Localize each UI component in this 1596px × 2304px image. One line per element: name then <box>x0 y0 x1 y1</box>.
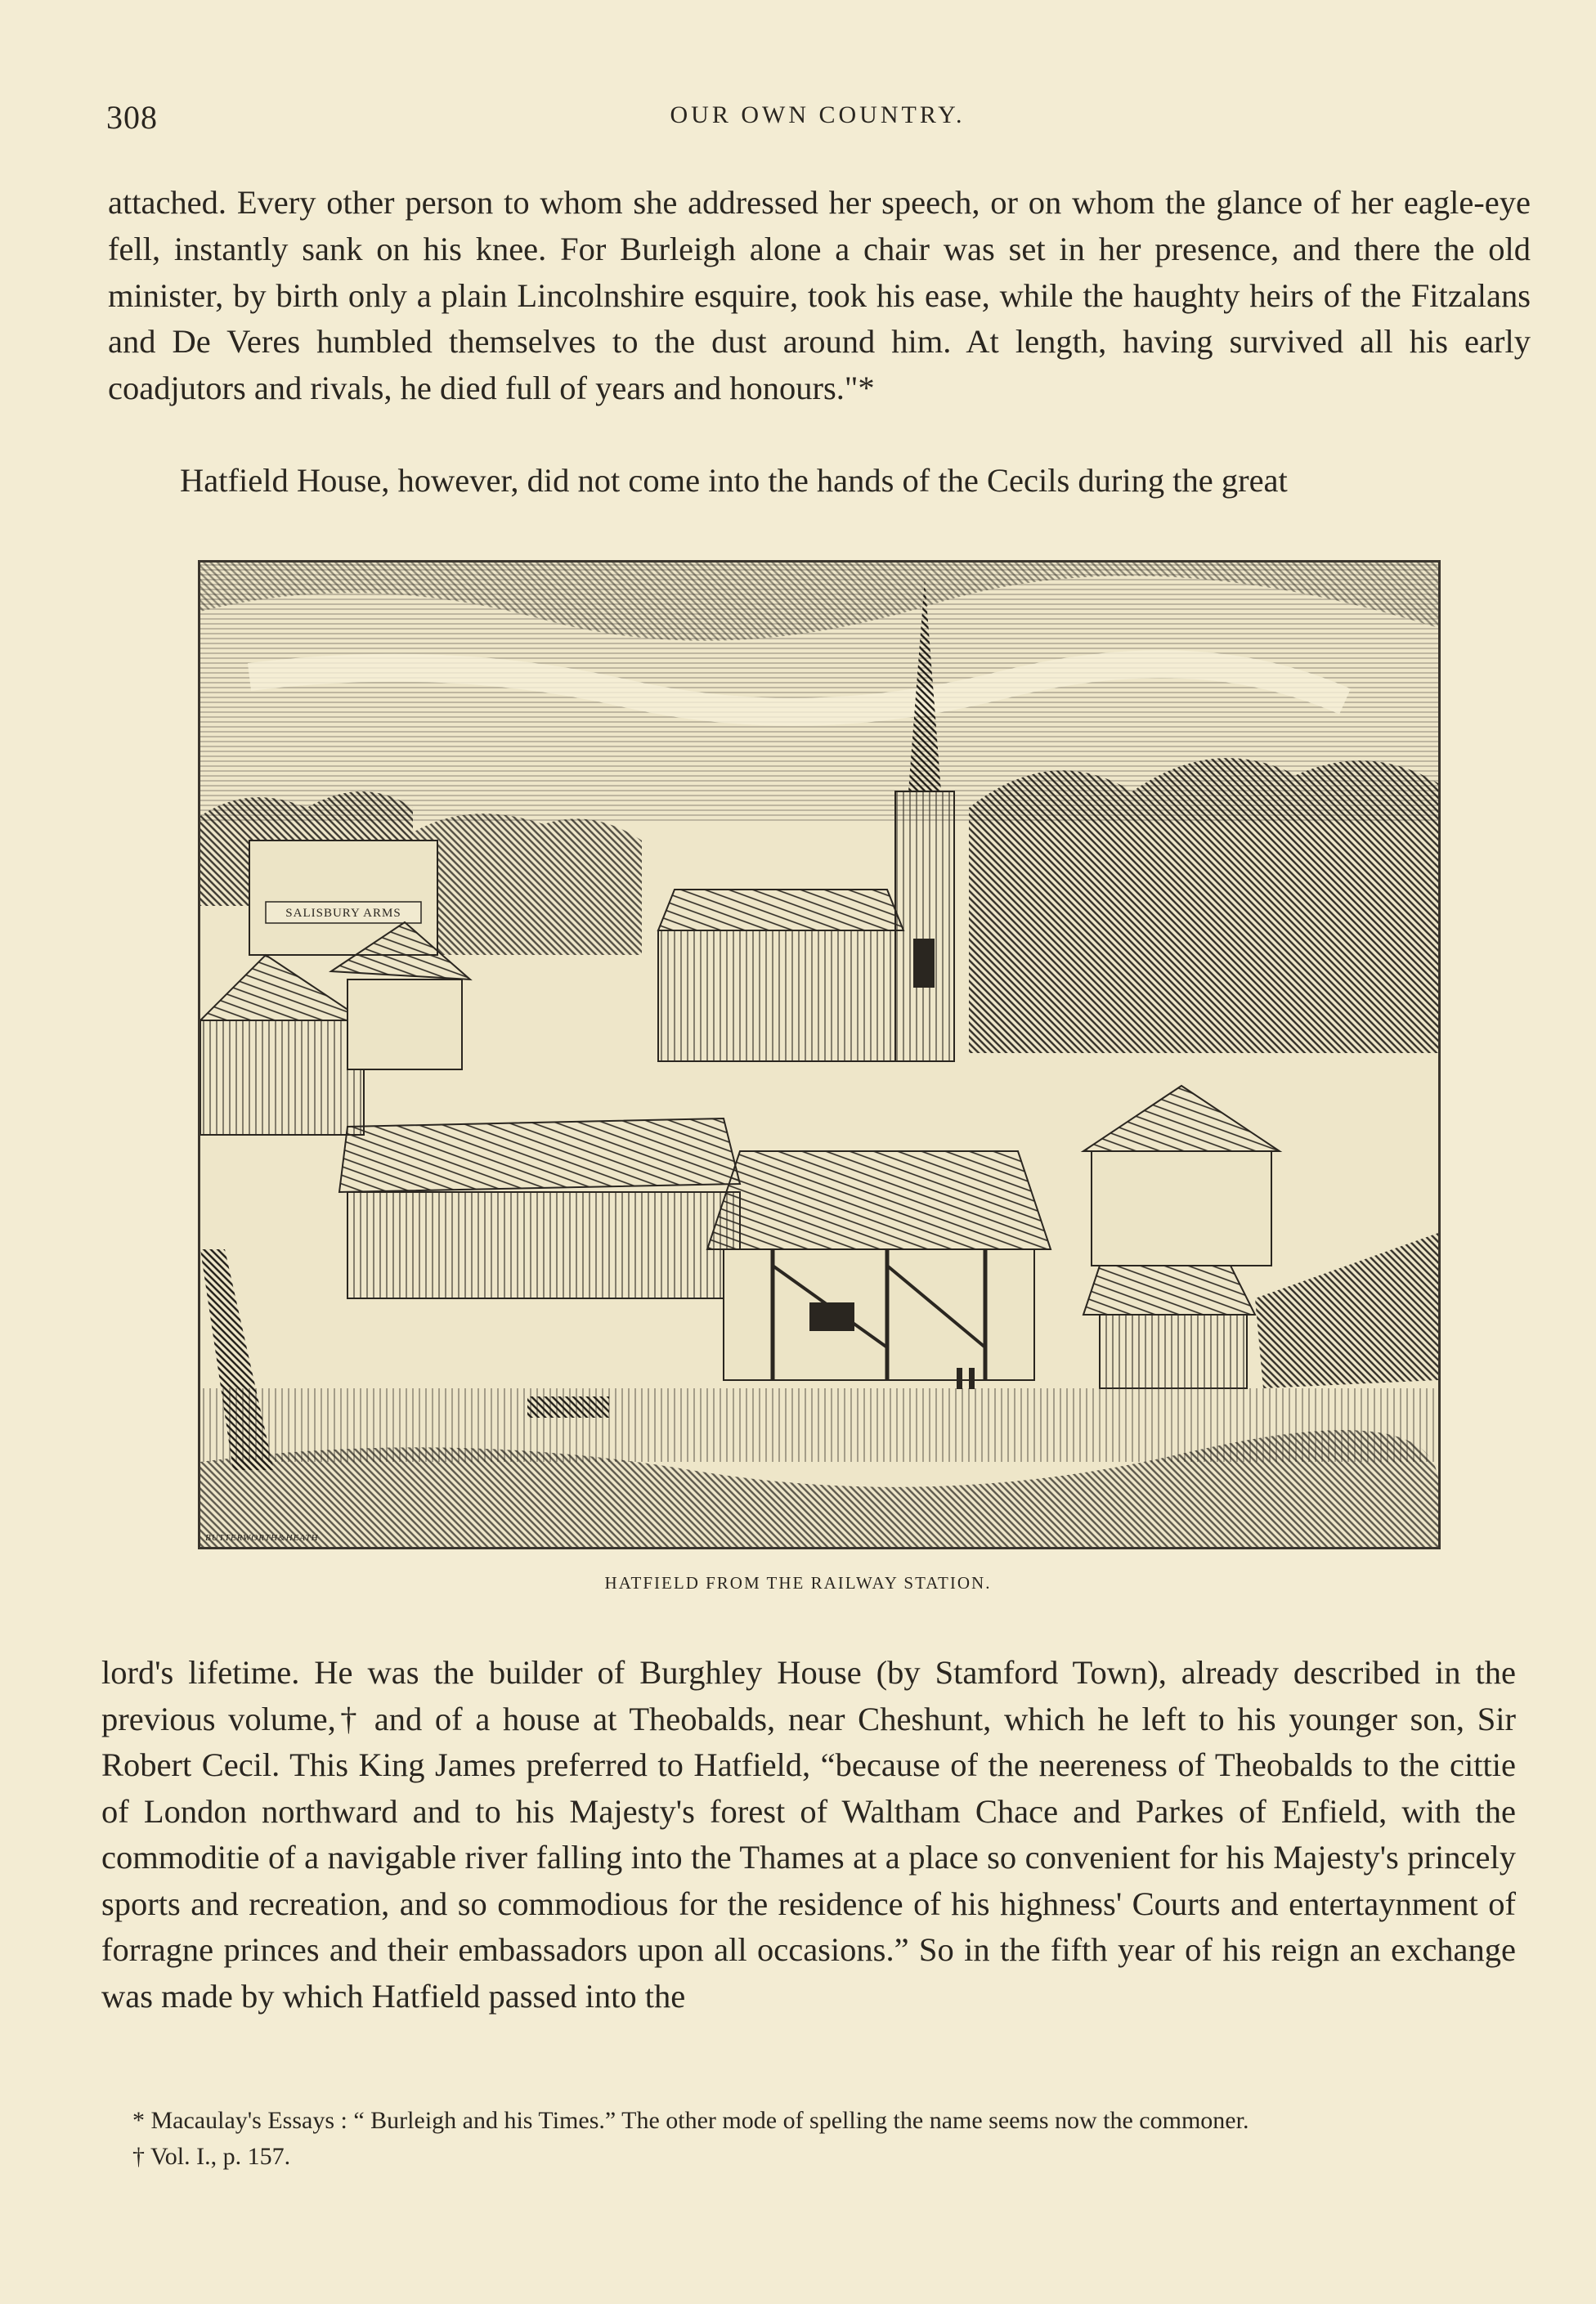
footnotes <box>132 2103 1522 2175</box>
body-paragraph: attached. Every other person to whom she addressed her speech, or on whom the glance of her eagle-eye fell, instantly sank on his knee. For Burleigh alone a chair was set in her presence, and there the old minister, by birth only a plain Lincolnshire esquire, took his ease, while the haughty heirs of the Fitzalans and De Veres humbled themselves to the dust around him. At length, having survived all his early coadjutors and rivals, he died full of years and honours."* <box>108 184 1531 407</box>
signboard-text: SALISBURY ARMS <box>285 907 401 920</box>
engraving-illustration <box>198 560 1441 1549</box>
running-title: OUR OWN COUNTRY. <box>670 101 966 128</box>
body-paragraph: Hatfield House, however, did not come into the hands of the Cecils during the great <box>180 462 1288 499</box>
body-paragraph: lord's lifetime. He was the builder of Burghley House (by Stamford Town), already described in the previous volume,† and of a house at Theobalds, near Cheshunt, which he left to his younger son, Sir Robert Cecil. This King James preferred to Hatfield, “because of the neereness of Theobalds to the cittie of London northward and to his Majesty's forest of Waltham Chace and Parkes of Enfield, with the commoditie of a navigable river falling into the Thames at a place so convenient for his Majesty's princely sports and recreation, and so commodious for the residence of his highness' Courts and entertaynment of forragne princes and their embassadors upon all occasions.” So in the fifth year of his reign an exchange was made by which Hatfield passed into the <box>101 1654 1516 2015</box>
footnote: * Macaulay's Essays : “ Burleigh and his Times.” The other mode of spelling the name seems now the commoner. <box>132 2107 1249 2134</box>
figure-caption: HATFIELD FROM THE RAILWAY STATION. <box>604 1573 992 1593</box>
page-number: 308 <box>106 99 158 136</box>
running-head <box>106 98 1529 147</box>
engraver-signature: BUTTERWORTH&HEATH <box>205 1533 319 1543</box>
footnote: † Vol. I., p. 157. <box>132 2143 291 2170</box>
